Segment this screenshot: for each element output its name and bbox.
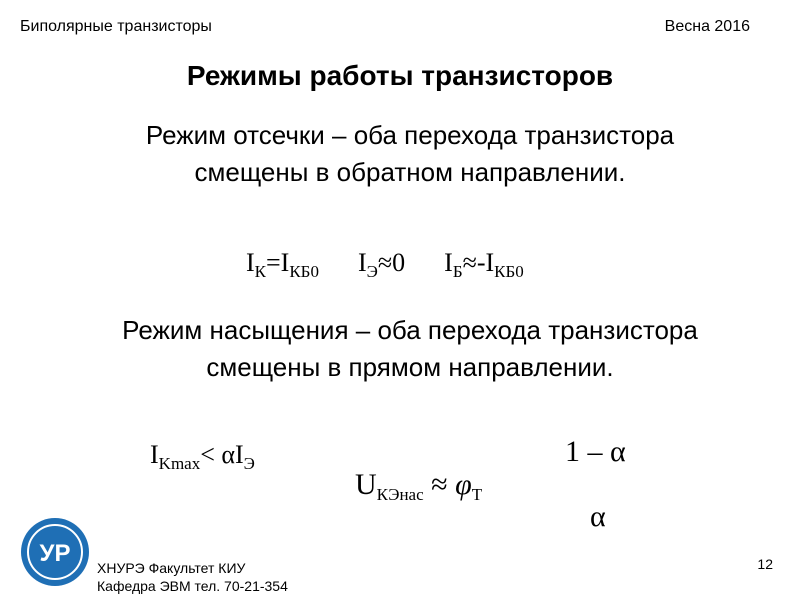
saturation-voltage-formula: [355, 468, 482, 505]
ie-subscript: Э: [366, 262, 378, 281]
ib-kb0-subscript: КБ0: [494, 262, 524, 281]
university-logo-icon: [20, 517, 90, 587]
cutoff-text: Режим отсечки – оба перехода транзистора смещены в обратном направлении.: [145, 120, 675, 187]
saturation-current-formula: [150, 440, 255, 474]
header-term: Весна 2016: [664, 18, 750, 35]
ie-symbol: I: [357, 248, 367, 277]
logo-mark: УР: [39, 540, 71, 567]
phi-symbol: φ: [455, 468, 472, 501]
slide-title: Режимы работы транзисторов: [186, 60, 614, 91]
fraction-denominator: α: [590, 500, 606, 533]
phi-subscript: T: [471, 485, 483, 504]
ikb0-subscript: КБ0: [289, 262, 319, 281]
alpha-ie: < αI: [200, 440, 244, 469]
saturation-text: Режим насыщения – оба перехода транзистора смещены в прямом направлении.: [122, 315, 698, 382]
ib-subscript: Б: [452, 262, 463, 281]
ik-equals: =I: [266, 248, 290, 277]
ikmax-symbol: I: [150, 440, 159, 469]
u-symbol: U: [355, 468, 377, 501]
page-number: 12: [757, 556, 773, 572]
footer-department: Кафедра ЭВМ тел. 70-21-354: [97, 578, 288, 594]
ie-approx: ≈0: [377, 248, 406, 277]
approx-sign: ≈: [431, 468, 448, 501]
ib-approx: ≈-I: [462, 248, 495, 277]
alpha-ie-subscript: Э: [243, 454, 255, 473]
ikmax-subscript: Kmax: [158, 454, 201, 473]
footer-faculty: ХНУРЭ Факультет КИУ: [97, 560, 246, 576]
ib-symbol: I: [444, 248, 453, 277]
header-course: Биполярные транзисторы: [20, 18, 212, 35]
fraction-numerator: 1 – α: [565, 435, 626, 468]
ik-symbol: I: [246, 248, 255, 277]
cutoff-formula: [246, 248, 524, 282]
u-subscript: КЭнас: [376, 485, 424, 504]
ik-subscript: К: [254, 262, 267, 281]
